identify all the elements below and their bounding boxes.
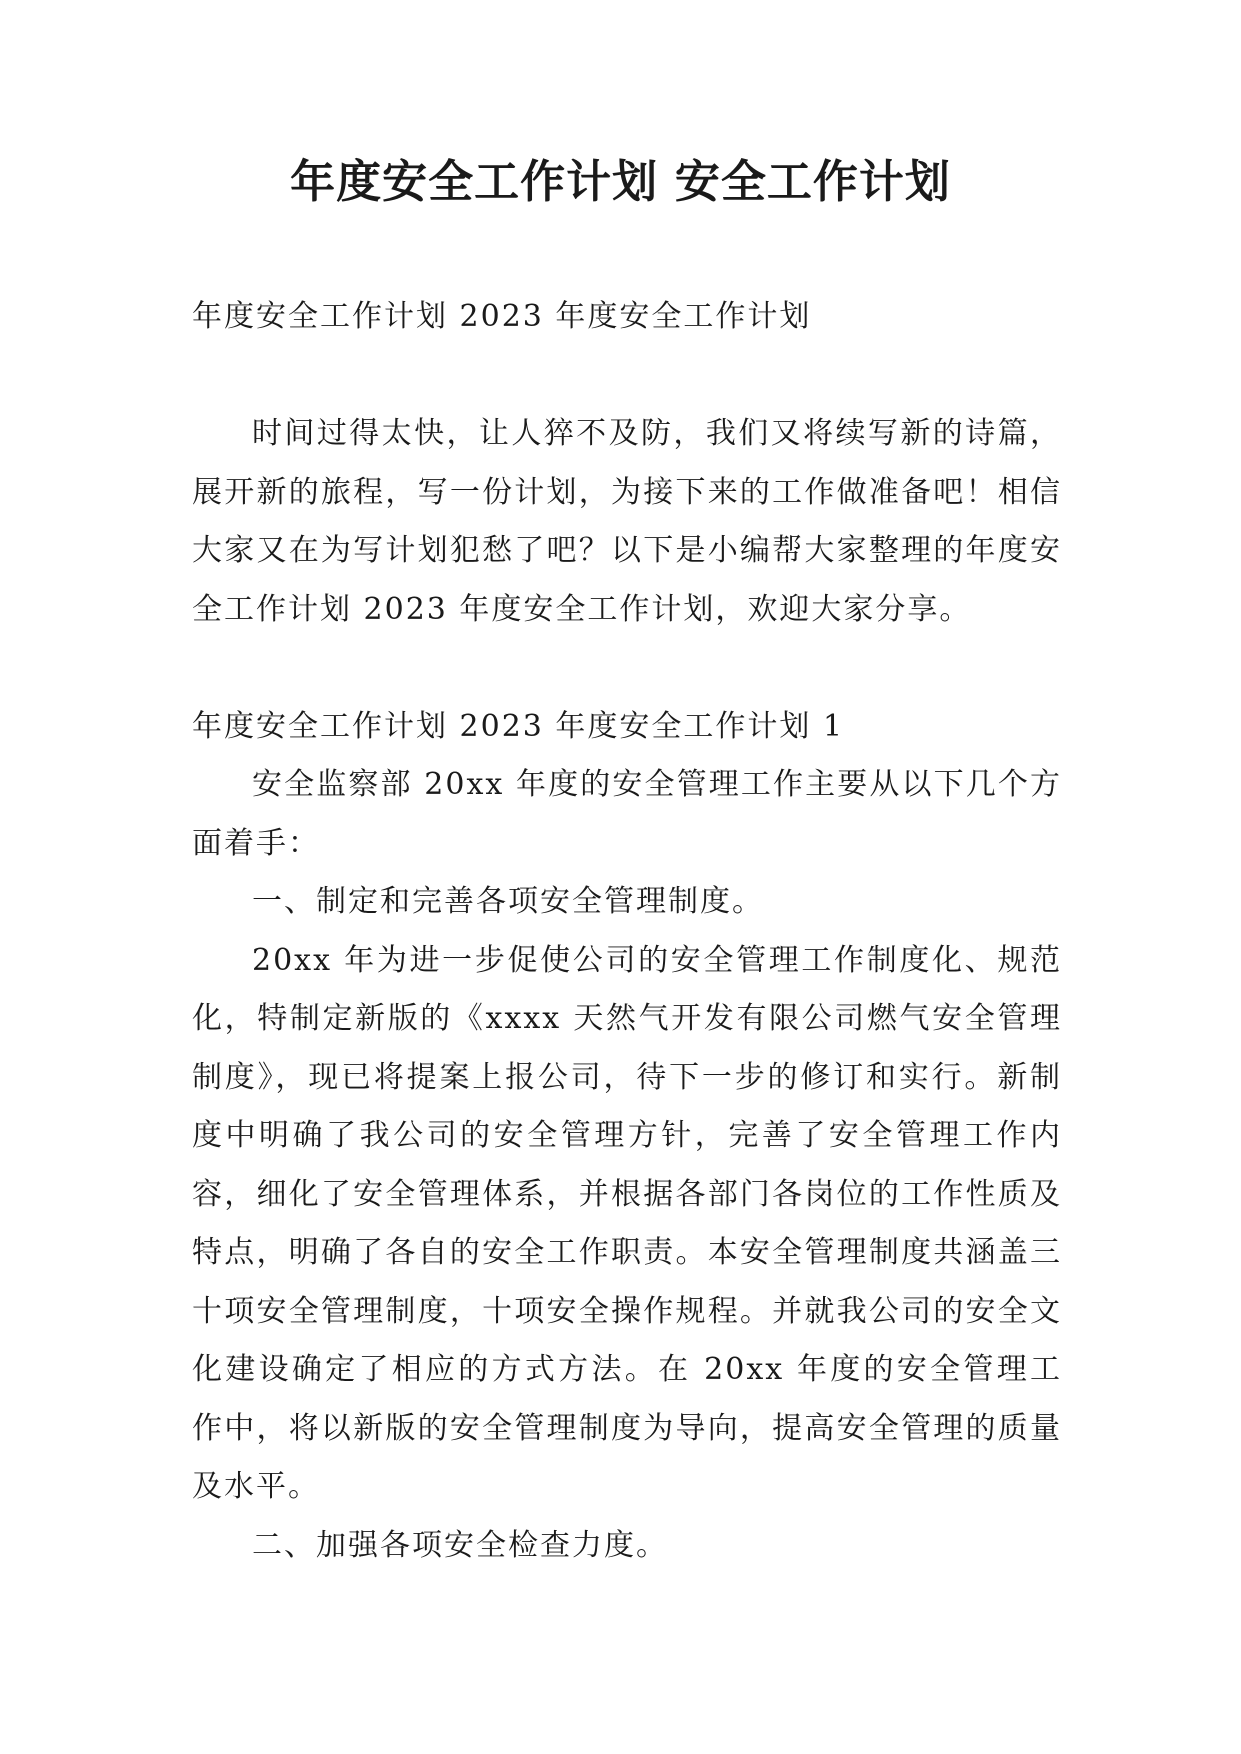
body-paragraph-2: 一、制定和完善各项安全管理制度。	[252, 884, 764, 919]
body-paragraph-4: 二、加强各项安全检查力度。	[252, 1527, 668, 1563]
document-body	[192, 288, 1062, 1575]
document-subtitle: 年度安全工作计划 2023 年度安全工作计划	[192, 299, 812, 334]
intro-paragraph: 时间过得太快，让人猝不及防，我们又将续写新的诗篇，展开新的旅程，写一份计划，为接下来的工作做准备吧！相信大家又在为写计划犯愁了吧？以下是小编帮大家整理的年度安全工作计划 2023 年度安全工作计划，欢迎大家分享。	[192, 416, 1062, 627]
body-paragraph-1: 安全监察部 20xx 年度的安全管理工作主要从以下几个方面着手：	[192, 767, 1062, 861]
document-title: 年度安全工作计划 安全工作计划	[290, 155, 951, 208]
section-heading: 年度安全工作计划 2023 年度安全工作计划 1	[192, 708, 845, 744]
body-paragraph-3: 20xx 年为进一步促使公司的安全管理工作制度化、规范化，特制定新版的《xxxx 天然气开发有限公司燃气安全管理制度》，现已将提案上报公司，待下一步的修订和实行。新制度中明确了我公司的安全管理方针，完善了安全管理工作内容，细化了安全管理体系，并根据各部门各岗位的工作性质及特点，明确了各自的安全工作职责。本安全管理制度共涵盖三十项安全管理制度，十项安全操作规程。并就我公司的安全文化建设确定了相应的方式方法。在 20xx 年度的安全管理工作中，将以新版的安全管理制度为导向，提高安全管理的质量及水平。	[192, 942, 1062, 1504]
